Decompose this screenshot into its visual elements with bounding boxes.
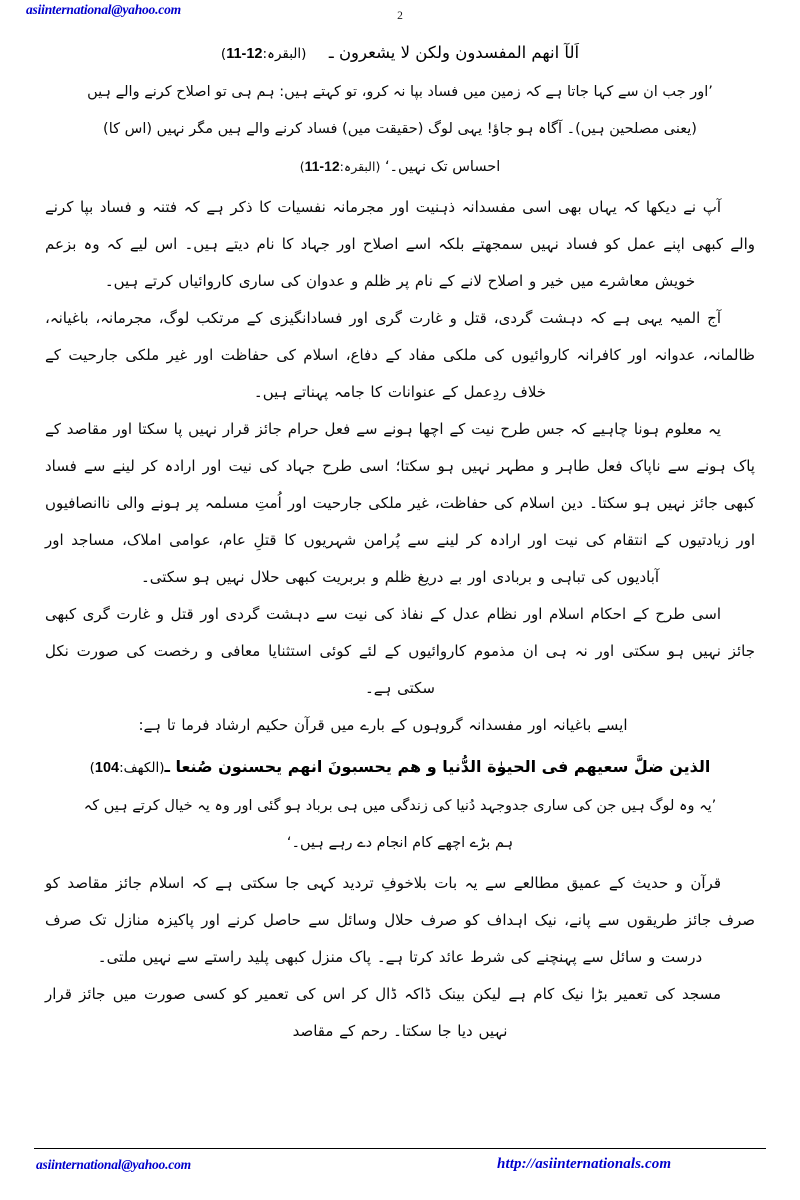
translation-ref-label: (البقرہ:: [339, 159, 381, 174]
quran-verse-kahf: [45, 750, 755, 785]
footer-divider: [34, 1148, 766, 1149]
quote-lead-in: ایسے باغیانہ اور مفسدانہ گروہوں کے بارے میں قرآن حکیم ارشاد فرما تا ہے:: [138, 716, 628, 734]
body-paragraph-3: یہ معلوم ہونا چاہیے کہ جس طرح نیت کے اچھا ہونے سے فعل حرام جائز قرار نہیں پا سکتا اور مقاصد کے پاک ہونے سے ناپاک فعل طاہر و مطہر نہیں ہو سکتا؛ اسی طرح جہاد کی نیت اور ارادہ کر لینے سے فساد کبھی جائز نہیں ہو سکتا۔ دین اسلام کی حفاظت، غیر ملکی جارحیت اور اُمتِ مسلمہ پر ہونے والی ناانصافیوں اور زیادتیوں کے انتقام کی نیت اور ارادہ کر لینے سے پُرامن شہریوں کا قتلِ عام، عوامی املاک، مساجد اور آبادیوں کی تباہی و بربادی اور بے دریغ ظلم و بربریت کبھی حلال نہیں ہو سکتی۔: [45, 420, 755, 586]
translation-baqarah: [83, 74, 717, 186]
footer-website-link[interactable]: http://asiinternationals.com: [497, 1156, 672, 1172]
translation-line-1: ’اور جب ان سے کہا جاتا ہے کہ زمین میں فساد بپا نہ کرو، تو کہتے ہیں: ہم ہی تو اصلاح کرنے والے: [115, 84, 713, 100]
verse-ref-number: 11-12: [226, 46, 263, 62]
verse-arabic-text: الذين ضلَّ سعيهم فى الحيوٰة الدُّنيا و هم يحسبونَ انهم يحسنون صُنعا ـ: [164, 757, 711, 776]
translation-ref-close: ): [299, 159, 305, 174]
translation-line-2: اور وہ یہ خیال کرتے ہیں کہ ہم بڑے اچھے کام انجام دے رہے ہیں۔‘: [83, 798, 514, 851]
verse-arabic-text: اَلآ انھم المفسدون ولكن لا يشعرون ـ: [328, 43, 580, 62]
body-paragraph-5: قرآن و حدیث کے عمیق مطالعے سے یہ بات بلاخوفِ تردید کہی جا سکتی ہے کہ اسلام جائز مقاصد کو صرف جائز طریقوں سے پانے، نیک اہداف کو صرف حلال وسائل سے حاصل کرنے اور پاکیزہ منازل تک صرف درست و سائل سے پہنچنے کی شرط عائد کرتا ہے۔ پاک منزل کبھی پلید راستے سے نہیں ملتی۔: [45, 874, 755, 966]
verse-reference: [90, 760, 165, 776]
document-content: [45, 36, 755, 1050]
verse-ref-close: ): [89, 760, 95, 776]
translation-kahf: [83, 788, 717, 862]
verse-ref-close: ): [220, 46, 227, 62]
verse-reference: [221, 46, 324, 62]
page-number: 2: [397, 10, 403, 22]
translation-reference: [300, 159, 381, 174]
body-paragraph-2: آج المیہ یہی ہے کہ دہشت گردی، قتل و غارت گری اور فسادانگیزی کے مرتکب لوگ، مجرمانہ، باغیانہ، ظالمانہ، عدوانہ اور کافرانہ کاروائیوں کی ملکی مفاد کے دفاع، اسلام کی حفاظت اور غیر ملکی جارحیت کے خلاف ردِعمل کے عنوانات کا جامہ پہناتے ہیں۔: [45, 309, 755, 401]
body-paragraph-4: اسی طرح کے احکام اسلام اور نظام عدل کے نفاذ کی نیت سے دہشت گردی اور قتل و غارت گری کبھی جائز نہیں ہو سکتی اور نہ ہی ان مذموم کاروائیوں کے لئے کوئی استثنایا معافی و رخصت کی صورت نکل سکتی ہے۔: [45, 605, 755, 697]
translation-ref-number: 11-12: [304, 158, 340, 174]
verse-ref-number: 104: [94, 760, 120, 776]
translation-line-3: (اس کا) احساس تک نہیں۔‘: [103, 121, 501, 175]
translation-line-2: ہیں (یعنی مصلحین ہیں)۔ آگاہ ہو جاؤ! یہی لوگ (حقیقت میں) فساد کرنے والے ہیں مگر نہیں: [87, 84, 697, 137]
body-paragraph-6: مسجد کی تعمیر بڑا نیک کام ہے لیکن بینک ڈاکہ ڈال کر اس کی تعمیر کو کسی صورت میں جائز قرار نہیں دیا جا سکتا۔ رحم کے مقاصد: [45, 985, 721, 1040]
verse-ref-label: (البقرہ:: [262, 46, 307, 62]
page-header: [0, 0, 800, 34]
body-paragraph-1: آپ نے دیکھا کہ یہاں بھی اسی مفسدانہ ذہنیت اور مجرمانہ نفسیات کا ذکر ہے کہ فتنہ و فساد بپا کرنے والے کبھی اپنے عمل کو فساد نہیں سمجھتے بلکہ اسے اصلاح اور جہاد کا نام دیتے ہیں۔ اس لیے کہ وہ بزعم خویش معاشرے میں خیر و اصلاح لانے کے نام پر ظلم و عدوان کی ساری کاروائیاں کرتے ہیں۔: [45, 198, 755, 290]
header-email-link[interactable]: asiinternational@yahoo.com: [26, 2, 181, 17]
page-footer: [0, 1148, 800, 1188]
translation-line-1: ’یہ وہ لوگ ہیں جن کی ساری جدوجہد دُنیا کی زندگی میں ہی برباد ہو گئی: [257, 798, 717, 814]
quran-verse-baqarah: [45, 36, 755, 71]
verse-ref-label: (الکھف:: [119, 760, 165, 776]
footer-email-link[interactable]: asiinternational@yahoo.com: [36, 1157, 191, 1172]
